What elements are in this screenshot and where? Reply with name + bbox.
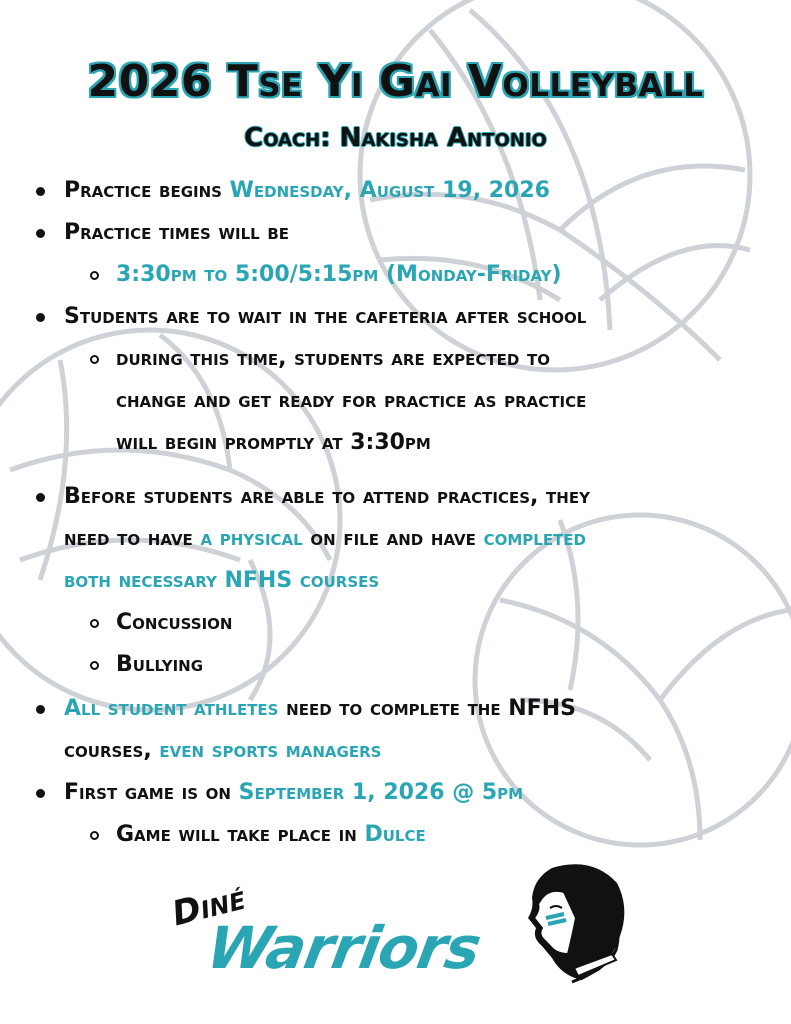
- bullying: Bullying: [116, 652, 204, 677]
- practice-begins-date: Wednesday, August 19, 2026: [229, 178, 550, 203]
- practice-begins: [64, 170, 550, 212]
- warrior-mascot-icon: [512, 858, 632, 986]
- bullet: [36, 229, 45, 238]
- all-text: need to complete the NFHS: [278, 696, 576, 721]
- sub-bullet: [90, 271, 99, 280]
- sub-bullet: [90, 831, 99, 840]
- concussion: Concussion: [116, 610, 233, 635]
- before-text-b: on file and have: [302, 526, 484, 551]
- completed-highlight: completed: [483, 526, 586, 551]
- during-line-3: will begin promptly at 3:30pm: [116, 430, 431, 455]
- bullet: [36, 705, 45, 714]
- coach-name: Coach: Nakisha Antonio: [244, 123, 547, 153]
- logo-warriors: Warriors: [202, 914, 486, 982]
- all-line-1: [64, 688, 576, 730]
- practice-begins-label: Practice begins: [64, 178, 230, 203]
- managers-highlight: even sports managers: [159, 738, 382, 763]
- before-text-a: need to have: [64, 526, 201, 551]
- first-game-label: First game is on: [64, 780, 239, 805]
- first-game-date: September 1, 2026 @ 5pm: [238, 780, 524, 805]
- bullet: [36, 789, 45, 798]
- physical-highlight: a physical: [200, 526, 303, 551]
- logo-dine: Diné: [168, 877, 250, 935]
- game-place: [116, 814, 426, 856]
- bullet: [36, 493, 45, 502]
- sub-bullet: [90, 661, 99, 670]
- game-place-name: Dulce: [364, 822, 426, 847]
- all-athletes-highlight: All student athletes: [64, 696, 279, 721]
- game-place-label: Game will take place in: [116, 822, 365, 847]
- before-line-1: Before students are able to attend practices, they: [64, 484, 590, 509]
- sub-bullet: [90, 355, 99, 364]
- during-line-1: during this time, students are expected to: [116, 346, 550, 371]
- bullet: [36, 187, 45, 196]
- courses-text: courses,: [64, 738, 160, 763]
- during-line-2: change and get ready for practice as practice: [116, 388, 587, 413]
- practice-hours: 3:30pm to 5:00/5:15pm (Monday-Friday): [116, 262, 562, 287]
- before-line-2: [64, 518, 586, 560]
- all-line-2: [64, 730, 381, 772]
- wait-cafeteria: Students are to wait in the cafeteria after school: [64, 304, 587, 329]
- first-game: [64, 772, 523, 814]
- bullet: [36, 313, 45, 322]
- page-title: 2026 Tse Yi Gai Volleyball: [87, 56, 704, 107]
- dine-warriors-logo: [168, 877, 508, 990]
- practice-times: Practice times will be: [64, 220, 290, 245]
- sub-bullet: [90, 619, 99, 628]
- before-line-3: both necessary NFHS courses: [64, 568, 380, 593]
